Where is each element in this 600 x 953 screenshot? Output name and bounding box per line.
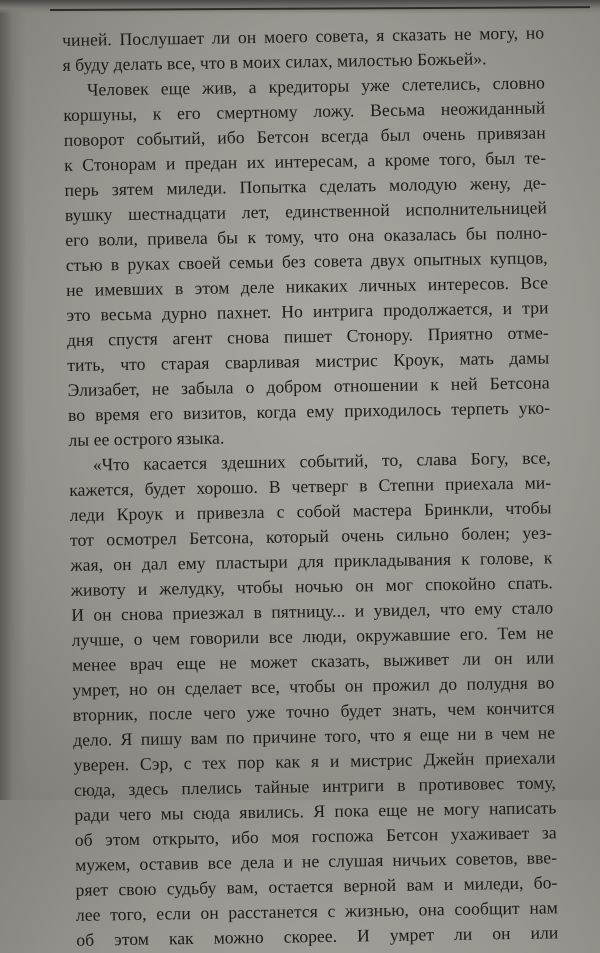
text-line: ряет свою судьбу вам, остается верной вам и миледи, бо- (75, 872, 558, 900)
text-line: сюда, здесь плелись тайные интриги в противовес тому, (73, 772, 557, 800)
text-line: коршуны, к его смертному ложу. Весьма неожиданный (63, 97, 546, 125)
text-line: ради чего мы сюда явились. Я пока еще не могу написать (74, 797, 557, 825)
text-line: об этом как можно скорее. И умрет ли он или (76, 922, 559, 950)
text-line: животу и желудку, чтобы ночью он мог спокойно спать. (70, 572, 553, 600)
text-line: дело. Я пишу вам по причине того, что я еще ни в чем не (73, 722, 556, 750)
text-line: я буду делать все, что в моих силах, милостью Божьей». (62, 48, 487, 75)
text-line: дня спустя агент снова пишет Стонору. Приятно отме- (66, 322, 549, 350)
text-line: тот осмотрел Бетсона, который очень сильно болен; уез- (69, 522, 553, 550)
text-line: к Стонорам и предан их интересам, а кроме того, был те- (63, 147, 547, 175)
text-line: стью в руках своей семьи без совета двух опытных купцов, (65, 247, 548, 275)
text-line: это весьма дурно пахнет. Но интрига продолжается, и три (66, 297, 549, 325)
text-line: не имевших в этом деле никаких личных интересов. Все (65, 272, 549, 300)
page-shadow-left (0, 0, 26, 800)
text-line: поворот событий, ибо Бетсон всегда был очень привязан (63, 122, 546, 150)
text-line: Элизабет, не забыла о добром отношении к ней Бетсона (67, 372, 550, 400)
text-line: мужем, оставив все дела и не слушая ничьих советов, вве- (74, 847, 558, 875)
text-line: лы ее острого языка. (68, 427, 225, 450)
text-line: его воли, привела бы к тому, что она оказалась бы полно- (65, 222, 548, 250)
text-line: вторник, после чего уже точно будет знать, чем кончится (72, 697, 555, 725)
text-line: уверен. Сэр, с тех пор как я и мистрис Джейн приехали (73, 747, 556, 775)
text-line: леди Кроук и привезла с собой мастера Бринкли, чтобы (69, 497, 552, 525)
text-line: перь зятем миледи. Попытка сделать молодую жену, де- (64, 172, 547, 200)
text-line: чиней. Послушает ли он моего совета, я сказать не могу, но (62, 22, 545, 50)
text-line: тить, что старая сварливая мистрис Кроук, мать дамы (67, 347, 550, 375)
text-line: лучше, о чем говорили все люди, окружавшие его. Тем не (71, 622, 554, 650)
text-line: Человек еще жив, а кредиторы уже слетелись, словно (86, 72, 546, 100)
text-line: «Что касается здешних событий, то, слава Богу, все, (92, 447, 551, 475)
text-line: жая, он дал ему пластыри для прикладывания к голове, к (70, 547, 553, 575)
text-line: об этом открыто, ибо моя госпожа Бетсон ухаживает за (74, 822, 557, 850)
text-line: лее того, если он расстанется с жизнью, она сообщит нам (75, 897, 559, 925)
text-line: во время его визитов, когда ему приходилось терпеть уко- (67, 397, 551, 425)
text-line: вушку шестнадцати лет, единственной исполнительницей (64, 197, 548, 225)
body-text (62, 20, 558, 952)
text-line: менее врач еще не может сказать, выживет ли он или (71, 647, 555, 675)
text-line: умрет, но он сделает все, чтобы он прожил до полудня во (72, 672, 555, 700)
text-line: И он снова приезжал в пятницу... и увидел, что ему стало (71, 597, 554, 625)
text-line: кажется, будет хорошо. В четверг в Степни приехала ми- (69, 472, 552, 500)
